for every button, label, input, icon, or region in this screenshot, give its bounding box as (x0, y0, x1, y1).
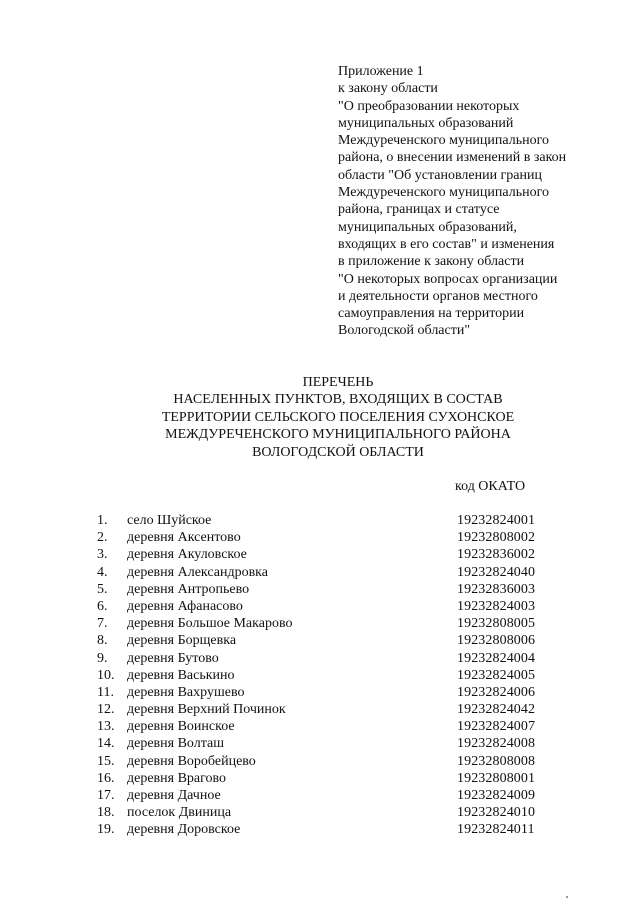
settlement-name: деревня Акуловское (127, 547, 247, 563)
settlement-number: 5. (97, 581, 108, 597)
settlement-okato-code: 19232808002 (457, 530, 536, 546)
settlement-row (0, 650, 640, 667)
settlement-name: деревня Аксентово (127, 530, 241, 546)
settlement-row (0, 804, 640, 821)
settlement-row (0, 684, 640, 701)
settlement-row (0, 546, 640, 563)
settlement-row (0, 753, 640, 770)
annex-line: Междуреченского муниципального (338, 185, 549, 201)
settlement-name: деревня Вахрушево (127, 684, 245, 700)
document-title (0, 374, 640, 461)
annex-line: входящих в его состав" и изменения (338, 236, 555, 252)
settlement-row (0, 615, 640, 632)
settlement-okato-code: 19232824001 (457, 513, 536, 528)
settlement-name: деревня Верхний Починок (127, 702, 286, 718)
annex-line: к закону области (338, 81, 438, 97)
settlement-name: деревня Александровка (127, 564, 268, 580)
annex-line: муниципальных образований (338, 115, 514, 131)
settlement-row (0, 770, 640, 787)
title-line: ТЕРРИТОРИИ СЕЛЬСКОГО ПОСЕЛЕНИЯ СУХОНСКОЕ (161, 409, 515, 425)
settlement-okato-code: 19232808006 (457, 633, 536, 649)
settlement-number: 17. (97, 788, 115, 803)
settlement-number: 8. (97, 633, 108, 649)
settlement-row (0, 581, 640, 598)
annex-line: и деятельности органов местного (338, 288, 538, 304)
settlement-name: деревня Антропьево (127, 581, 250, 597)
settlement-name: деревня Афанасово (127, 598, 243, 614)
settlement-name: деревня Доровское (127, 822, 241, 838)
settlement-row (0, 821, 640, 838)
okato-column-header: код ОКАТО (455, 479, 526, 494)
annex-line: области "Об установлении границ (338, 167, 542, 183)
title-line: ПЕРЕЧЕНЬ (302, 375, 374, 390)
settlement-number: 14. (97, 736, 115, 752)
settlement-okato-code: 19232824007 (457, 719, 536, 735)
settlement-okato-code: 19232808001 (457, 770, 536, 786)
annex-line: района, границах и статусе (338, 202, 500, 218)
settlement-number: 4. (97, 564, 108, 580)
settlement-number: 18. (97, 805, 115, 821)
settlement-okato-code: 19232824009 (457, 788, 536, 803)
annex-line: "О преобразовании некоторых (338, 98, 520, 114)
settlement-row (0, 718, 640, 735)
annex-line: в приложение к закону области (338, 254, 525, 270)
settlement-name: деревня Большое Макарово (127, 616, 293, 632)
annex-line: Вологодской области" (338, 323, 471, 339)
settlement-row (0, 512, 640, 529)
settlement-row (0, 598, 640, 615)
annex-line: района, о внесении изменений в закон (338, 150, 567, 166)
settlement-okato-code: 19232824008 (457, 736, 536, 752)
settlement-row (0, 735, 640, 752)
settlement-number: 15. (97, 753, 115, 769)
settlement-name: деревня Воробейцево (127, 753, 256, 769)
settlement-name: деревня Воинское (127, 719, 235, 735)
settlement-name: деревня Борщевка (127, 633, 237, 649)
settlement-number: 9. (97, 650, 108, 666)
annex-line: "О некоторых вопросах организации (338, 271, 558, 287)
annex-line: Приложение 1 (338, 64, 424, 79)
settlement-number: 12. (97, 702, 115, 718)
settlement-row (0, 667, 640, 684)
settlement-name: село Шуйское (127, 513, 212, 528)
settlement-name: деревня Васькино (127, 667, 235, 683)
annex-line: Междуреченского муниципального (338, 133, 549, 149)
scan-speck (566, 896, 568, 898)
settlement-number: 10. (97, 667, 115, 683)
settlement-okato-code: 19232836003 (457, 581, 536, 597)
settlement-row (0, 787, 640, 804)
settlement-name: поселок Двиница (127, 805, 232, 821)
settlement-number: 6. (97, 598, 108, 614)
settlement-okato-code: 19232824011 (457, 822, 535, 838)
settlement-okato-code: 19232824003 (457, 598, 536, 614)
settlement-okato-code: 19232824004 (457, 650, 536, 666)
settlement-number: 2. (97, 530, 108, 546)
settlement-name: деревня Волташ (127, 736, 225, 752)
settlement-number: 11. (97, 684, 114, 700)
annex-line: самоуправления на территории (338, 306, 525, 322)
settlement-number: 13. (97, 719, 115, 735)
annex-header-block (338, 63, 628, 340)
settlement-number: 1. (97, 513, 108, 528)
settlement-row (0, 529, 640, 546)
settlement-okato-code: 19232808005 (457, 616, 536, 632)
settlement-okato-code: 19232808008 (457, 753, 536, 769)
settlement-number: 16. (97, 770, 115, 786)
settlement-number: 3. (97, 547, 108, 563)
settlement-number: 7. (97, 616, 108, 632)
settlement-okato-code: 19232824010 (457, 805, 536, 821)
title-line: ВОЛОГОДСКОЙ ОБЛАСТИ (252, 444, 424, 460)
settlement-okato-code: 19232824042 (457, 702, 536, 718)
settlement-okato-code: 19232824006 (457, 684, 536, 700)
settlement-row (0, 564, 640, 581)
settlement-okato-code: 19232824005 (457, 667, 536, 683)
settlement-name: деревня Бутово (127, 650, 219, 666)
settlement-row (0, 701, 640, 718)
settlement-list (0, 512, 640, 839)
settlement-number: 19. (97, 822, 115, 838)
title-line: НАСЕЛЕННЫХ ПУНКТОВ, ВХОДЯЩИХ В СОСТАВ (173, 392, 503, 408)
title-line: МЕЖДУРЕЧЕНСКОГО МУНИЦИПАЛЬНОГО РАЙОНА (165, 427, 511, 443)
settlement-name: деревня Врагово (127, 770, 227, 786)
settlement-okato-code: 19232824040 (457, 564, 536, 580)
settlement-okato-code: 19232836002 (457, 547, 536, 563)
settlement-row (0, 632, 640, 649)
settlement-name: деревня Дачное (127, 788, 221, 803)
annex-line: муниципальных образований, (338, 219, 517, 235)
